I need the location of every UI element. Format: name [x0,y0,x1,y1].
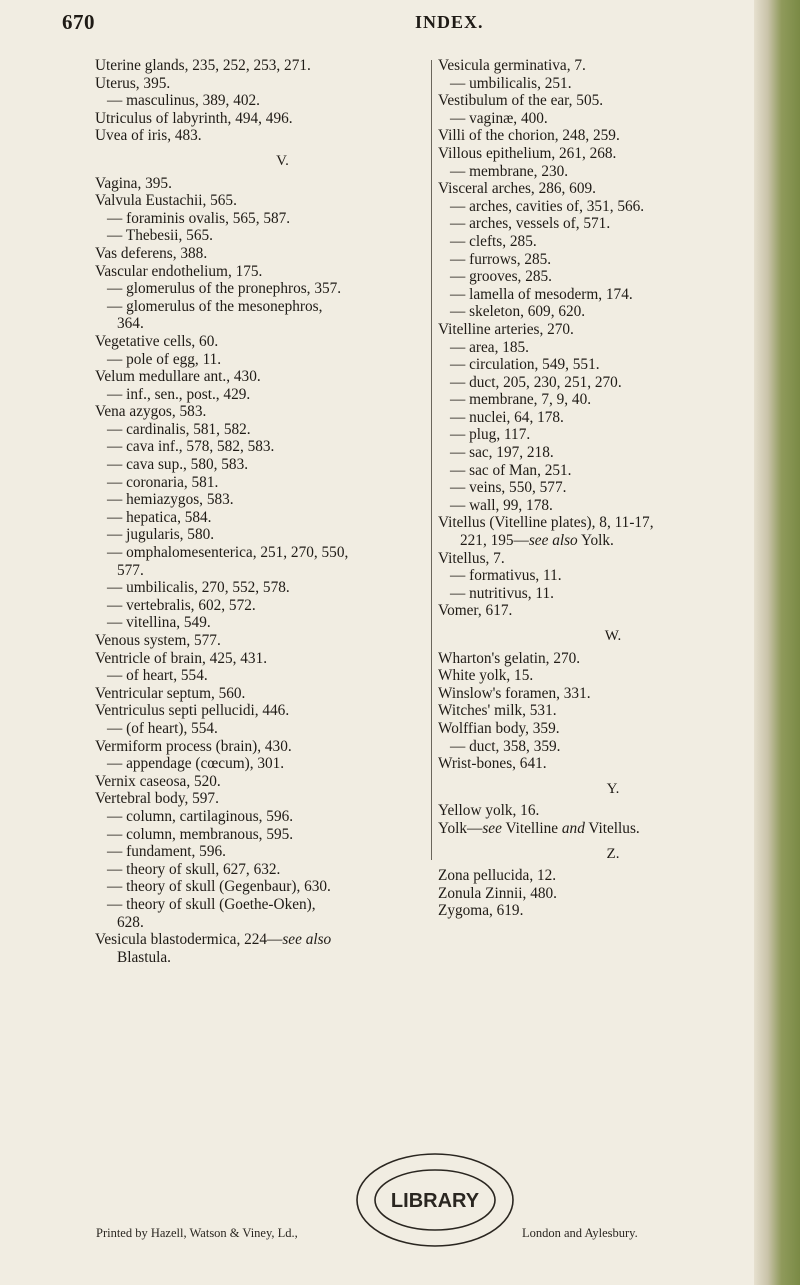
index-entry [438,820,768,838]
index-entry [438,755,768,773]
entry-text: Winslow's foramen, 331. [438,684,591,702]
index-subentry [95,614,430,632]
entry-text: Vegetative cells, 60. [95,332,219,350]
index-entry [438,902,768,920]
entry-text: 221, 195— [460,532,529,550]
index-subentry [438,339,768,357]
entry-text: Zonula Zinnii, 480. [438,884,557,902]
entry-text: — sac, 197, 218. [450,444,554,462]
entry-text: Vena azygos, 583. [95,403,207,421]
index-entry [95,738,430,756]
entry-text: — plug, 117. [450,426,531,444]
entry-italic: and [561,819,585,837]
entry-text: Zona pellucida, 12. [438,867,557,885]
entry-text: — membrane, 7, 9, 40. [450,391,592,409]
entry-text: — column, membranous, 595. [107,825,294,843]
entry-text: Vas deferens, 388. [95,244,208,262]
entry-text: — lamella of mesoderm, 174. [450,285,633,303]
index-subentry [438,479,768,497]
index-column-left [95,57,430,966]
entry-text: — hemiazygos, 583. [107,491,234,509]
entry-text: — umbilicalis, 270, 552, 578. [107,579,290,597]
footer-place: London and Aylesbury. [522,1226,638,1240]
index-entry [95,245,430,263]
index-subentry [95,92,430,110]
entry-text: — foraminis ovalis, 565, 587. [107,209,291,227]
index-entry [438,550,768,568]
entry-text: — nutritivus, 11. [450,584,554,602]
index-entry [438,667,768,685]
index-entry [95,773,430,791]
column-divider [431,60,432,860]
index-entry [95,949,430,967]
entry-text: — theory of skull (Goethe-Oken), [107,895,316,913]
index-subentry [95,896,430,914]
entry-text: — vitellina, 549. [107,614,211,632]
index-entry [438,702,768,720]
entry-text: — area, 185. [450,338,530,356]
index-entry [438,720,768,738]
entry-text-after: Vitellus. [584,819,640,837]
entry-text: — membrane, 230. [450,162,569,180]
entry-text: White yolk, 15. [438,667,534,685]
index-entry [95,650,430,668]
entry-text: — vaginæ, 400. [450,109,548,127]
page-number: 670 [62,10,95,34]
entry-text: — arches, vessels of, 571. [450,215,611,233]
entry-text: — wall, 99, 178. [450,496,553,514]
index-subentry [95,474,430,492]
index-subentry [95,755,430,773]
index-subentry [95,491,430,509]
entry-italic: see [482,819,502,837]
index-entry [95,175,430,193]
index-subentry [95,298,430,316]
entry-text-after: Vitelline [501,819,562,837]
entry-text: Vascular endothelium, 175. [95,262,263,280]
entry-text: — skeleton, 609, 620. [450,303,586,321]
index-entry [438,650,768,668]
entry-text: Villous epithelium, 261, 268. [438,144,617,162]
entry-text: — vertebralis, 602, 572. [107,596,256,614]
entry-text: — duct, 205, 230, 251, 270. [450,373,622,391]
entry-italic: see also [528,532,578,550]
index-subentry [95,456,430,474]
stamp-text: LIBRARY [390,1190,480,1212]
entry-text: — masculinus, 389, 402. [107,92,260,110]
entry-text: Vitellus, 7. [438,549,505,567]
index-subentry [438,409,768,427]
entry-text: — cardinalis, 581, 582. [107,420,251,438]
entry-text: — formativus, 11. [450,567,562,585]
index-subentry [95,544,430,562]
entry-text: — glomerulus of the mesonephros, [107,297,323,315]
entry-text: — furrows, 285. [450,250,552,268]
index-subentry [438,163,768,181]
index-subentry [438,391,768,409]
entry-text: 364. [117,315,144,333]
index-subentry [95,280,430,298]
index-subentry [438,738,768,756]
index-subentry [438,444,768,462]
entry-text: Velum medullare ant., 430. [95,368,261,386]
entry-text: — nuclei, 64, 178. [450,408,564,426]
entry-text: — omphalomesenterica, 251, 270, 550, [107,544,349,562]
entry-text: Y. [606,780,620,797]
index-entry [438,127,768,145]
index-entry [438,321,768,339]
entry-text: Uvea of iris, 483. [95,127,202,145]
entry-text: Z. [606,845,620,862]
entry-text: — arches, cavities of, 351, 566. [450,197,645,215]
index-subentry [438,75,768,93]
index-entry [95,57,430,75]
entry-text: 577. [117,561,144,579]
index-entry [95,263,430,281]
index-subentry [95,597,430,615]
index-subentry [438,110,768,128]
index-entry [438,514,768,532]
index-entry [95,685,430,703]
entry-text: Blastula. [117,948,171,966]
entry-text: — inf., sen., post., 429. [107,385,251,403]
index-entry [95,110,430,128]
index-subentry [95,579,430,597]
entry-text: — jugularis, 580. [107,526,215,544]
entry-text-after: Yolk. [577,532,614,550]
index-subentry [95,509,430,527]
index-subentry [438,585,768,603]
entry-text: Wolffian body, 359. [438,719,560,737]
entry-text: — pole of egg, 11. [107,350,222,368]
entry-text: — column, cartilaginous, 596. [107,807,294,825]
index-subentry [438,303,768,321]
index-entry [95,75,430,93]
entry-text: — fundament, 596. [107,843,226,861]
entry-text: Vermiform process (brain), 430. [95,737,292,755]
index-entry [438,92,768,110]
entry-text: Ventriculus septi pellucidi, 446. [95,702,290,720]
index-entry [438,180,768,198]
index-subentry [438,426,768,444]
entry-text: Vagina, 395. [95,174,172,192]
entry-text: — hepatica, 584. [107,508,212,526]
entry-text: Uterine glands, 235, 252, 253, 271. [95,57,311,74]
entry-text: Vomer, 617. [438,602,513,620]
entry-text: Wharton's gelatin, 270. [438,649,581,667]
entry-text: — theory of skull (Gegenbaur), 630. [107,878,331,896]
index-entry [95,127,430,145]
entry-text: Ventricle of brain, 425, 431. [95,649,268,667]
index-subentry [95,808,430,826]
index-entry [95,702,430,720]
index-subentry [95,878,430,896]
entry-text: Venous system, 577. [95,632,221,649]
entry-text: — circulation, 549, 551. [450,356,600,374]
entry-text: Vestibulum of the ear, 505. [438,92,604,110]
section-letter [95,153,430,171]
entry-text: — cava sup., 580, 583. [107,456,249,474]
index-subentry [438,462,768,480]
entry-text: Ventricular septum, 560. [95,684,246,702]
entry-text: — grooves, 285. [450,268,552,286]
index-subentry [438,215,768,233]
index-subentry [95,826,430,844]
entry-text: Villi of the chorion, 248, 259. [438,127,620,145]
index-subentry [438,356,768,374]
entry-text: — coronaria, 581. [107,473,219,491]
entry-text: — umbilicalis, 251. [450,74,572,92]
library-stamp [350,1150,520,1250]
entry-text: Yolk— [438,819,483,837]
entry-text: — appendage (cœcum), 301. [107,755,285,773]
index-subentry [438,497,768,515]
index-entry [438,867,768,885]
index-subentry [438,233,768,251]
section-letter [438,846,768,864]
entry-text: — Thebesii, 565. [107,227,213,245]
index-entry [95,790,430,808]
section-letter [438,628,768,646]
index-entry [438,802,768,820]
index-entry [95,562,430,580]
entry-text: Vesicula blastodermica, 224— [95,931,283,949]
index-entry [95,931,430,949]
index-entry [95,368,430,386]
index-subentry [95,720,430,738]
index-subentry [438,567,768,585]
running-header [0,10,760,40]
index-subentry [95,526,430,544]
index-subentry [438,268,768,286]
entry-text: Uterus, 395. [95,74,171,92]
entry-text: — of heart, 554. [107,667,208,685]
index-entry [95,914,430,932]
entry-text: Utriculus of labyrinth, 494, 496. [95,109,293,127]
entry-text: — (of heart), 554. [107,719,218,737]
index-entry [95,315,430,333]
index-subentry [95,667,430,685]
entry-text: Visceral arches, 286, 609. [438,180,596,198]
index-entry [438,57,768,75]
index-subentry [95,843,430,861]
entry-text: Valvula Eustachii, 565. [95,192,237,210]
running-title: INDEX. [415,12,484,32]
entry-text: Vitelline arteries, 270. [438,320,574,338]
footer-printer: Printed by Hazell, Watson & Viney, Ld., [96,1226,298,1240]
index-entry [438,685,768,703]
index-subentry [95,438,430,456]
index-subentry [95,421,430,439]
section-letter [438,781,768,799]
entry-text: Vitellus (Vitelline plates), 8, 11-17, [438,514,654,532]
entry-text: V. [276,152,289,169]
entry-text: Witches' milk, 531. [438,702,557,720]
entry-text: — duct, 358, 359. [450,737,561,755]
entry-text: — veins, 550, 577. [450,479,567,497]
entry-text: 628. [117,913,144,931]
index-subentry [95,227,430,245]
index-entry [438,145,768,163]
index-subentry [95,861,430,879]
index-subentry [438,374,768,392]
entry-text: Vesicula germinativa, 7. [438,57,586,74]
index-entry [438,532,768,550]
entry-text: Vernix caseosa, 520. [95,772,221,790]
index-subentry [95,210,430,228]
index-subentry [438,286,768,304]
index-entry [95,333,430,351]
index-entry [95,192,430,210]
index-subentry [438,251,768,269]
index-entry [438,602,768,620]
entry-text: Yellow yolk, 16. [438,802,540,820]
entry-text: Vertebral body, 597. [95,790,219,808]
index-subentry [95,351,430,369]
entry-text: — glomerulus of the pronephros, 357. [107,280,342,298]
entry-text: W. [604,628,622,644]
index-subentry [438,198,768,216]
index-column-right [438,57,768,920]
entry-text: — cava inf., 578, 582, 583. [107,438,275,456]
entry-text: — sac of Man, 251. [450,461,572,479]
entry-italic: see also [282,931,332,949]
entry-text: Zygoma, 619. [438,902,524,920]
entry-text: — theory of skull, 627, 632. [107,860,281,878]
entry-text: Wrist-bones, 641. [438,755,547,773]
index-entry [438,885,768,903]
index-entry [95,632,430,650]
index-subentry [95,386,430,404]
entry-text: — clefts, 285. [450,232,537,250]
index-entry [95,403,430,421]
